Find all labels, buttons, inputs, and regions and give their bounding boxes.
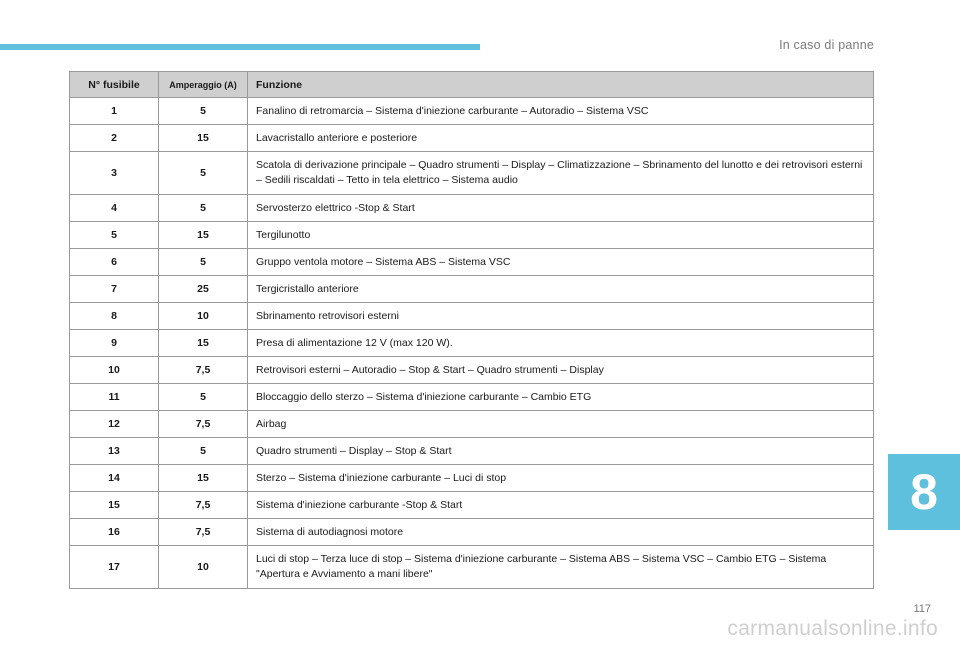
function-cell: Luci di stop – Terza luce di stop – Sistema d'iniezione carburante – Sistema ABS – Sistema VSC – Cambio ETG – Sistema "Apertura e Avviamento a mani libere" <box>248 546 874 589</box>
table-row <box>70 152 874 195</box>
table-row <box>70 546 874 589</box>
function-cell: Quadro strumenti – Display – Stop & Start <box>248 438 874 465</box>
amperage-cell: 25 <box>159 276 248 303</box>
function-cell: Fanalino di retromarcia – Sistema d'iniezione carburante – Autoradio – Sistema VSC <box>248 98 874 125</box>
table-header-row <box>70 72 874 98</box>
fuse-number-cell: 10 <box>70 357 159 384</box>
amperage-cell: 5 <box>159 195 248 222</box>
column-header-fuse-number: N° fusibile <box>70 72 159 98</box>
table-row <box>70 222 874 249</box>
fuse-number-cell: 12 <box>70 411 159 438</box>
chapter-tab[interactable]: 8 <box>888 454 960 530</box>
function-cell: Tergilunotto <box>248 222 874 249</box>
accent-bar <box>0 44 480 50</box>
table-row <box>70 438 874 465</box>
function-cell: Sbrinamento retrovisori esterni <box>248 303 874 330</box>
table-row <box>70 249 874 276</box>
function-cell: Sistema di autodiagnosi motore <box>248 519 874 546</box>
fuse-number-cell: 16 <box>70 519 159 546</box>
amperage-cell: 5 <box>159 249 248 276</box>
amperage-cell: 7,5 <box>159 411 248 438</box>
fuse-number-cell: 1 <box>70 98 159 125</box>
amperage-cell: 7,5 <box>159 357 248 384</box>
amperage-cell: 7,5 <box>159 519 248 546</box>
fuse-number-cell: 9 <box>70 330 159 357</box>
function-cell: Sistema d'iniezione carburante -Stop & Start <box>248 492 874 519</box>
function-cell: Presa di alimentazione 12 V (max 120 W). <box>248 330 874 357</box>
function-cell: Scatola di derivazione principale – Quadro strumenti – Display – Climatizzazione – Sbrinamento del lunotto e dei retrovisori esterni – Sedili riscaldati – Tetto in tela elettrico – Sistema audio <box>248 152 874 195</box>
fuse-number-cell: 2 <box>70 125 159 152</box>
fuse-number-cell: 14 <box>70 465 159 492</box>
table-row <box>70 411 874 438</box>
fuse-number-cell: 3 <box>70 152 159 195</box>
amperage-cell: 5 <box>159 438 248 465</box>
fuse-number-cell: 7 <box>70 276 159 303</box>
amperage-cell: 15 <box>159 465 248 492</box>
fuse-number-cell: 8 <box>70 303 159 330</box>
function-cell: Bloccaggio dello sterzo – Sistema d'iniezione carburante – Cambio ETG <box>248 384 874 411</box>
fuse-number-cell: 4 <box>70 195 159 222</box>
page-number: 117 <box>913 603 931 615</box>
fuse-number-cell: 17 <box>70 546 159 589</box>
table-row <box>70 125 874 152</box>
table-row <box>70 195 874 222</box>
table-row <box>70 276 874 303</box>
column-header-amperage: Amperaggio (A) <box>159 72 248 98</box>
fuse-number-cell: 11 <box>70 384 159 411</box>
function-cell: Sterzo – Sistema d'iniezione carburante – Luci di stop <box>248 465 874 492</box>
amperage-cell: 5 <box>159 98 248 125</box>
amperage-cell: 7,5 <box>159 492 248 519</box>
function-cell: Retrovisori esterni – Autoradio – Stop & Start – Quadro strumenti – Display <box>248 357 874 384</box>
table-row <box>70 98 874 125</box>
function-cell: Lavacristallo anteriore e posteriore <box>248 125 874 152</box>
table-body <box>70 98 874 589</box>
amperage-cell: 15 <box>159 125 248 152</box>
fuse-number-cell: 13 <box>70 438 159 465</box>
function-cell: Airbag <box>248 411 874 438</box>
table-row <box>70 357 874 384</box>
table-row <box>70 519 874 546</box>
function-cell: Gruppo ventola motore – Sistema ABS – Sistema VSC <box>248 249 874 276</box>
table-row <box>70 303 874 330</box>
table-row <box>70 384 874 411</box>
fuse-number-cell: 6 <box>70 249 159 276</box>
function-cell: Servosterzo elettrico -Stop & Start <box>248 195 874 222</box>
watermark-text: carmanualsonline.info <box>727 617 938 640</box>
amperage-cell: 15 <box>159 330 248 357</box>
column-header-function: Funzione <box>248 72 874 98</box>
amperage-cell: 5 <box>159 384 248 411</box>
amperage-cell: 10 <box>159 546 248 589</box>
table-row <box>70 465 874 492</box>
amperage-cell: 15 <box>159 222 248 249</box>
table-row <box>70 492 874 519</box>
amperage-cell: 5 <box>159 152 248 195</box>
table-row <box>70 330 874 357</box>
function-cell: Tergicristallo anteriore <box>248 276 874 303</box>
fuse-number-cell: 5 <box>70 222 159 249</box>
amperage-cell: 10 <box>159 303 248 330</box>
section-title: In caso di panne <box>779 38 874 52</box>
fuse-table <box>69 71 874 589</box>
fuse-number-cell: 15 <box>70 492 159 519</box>
